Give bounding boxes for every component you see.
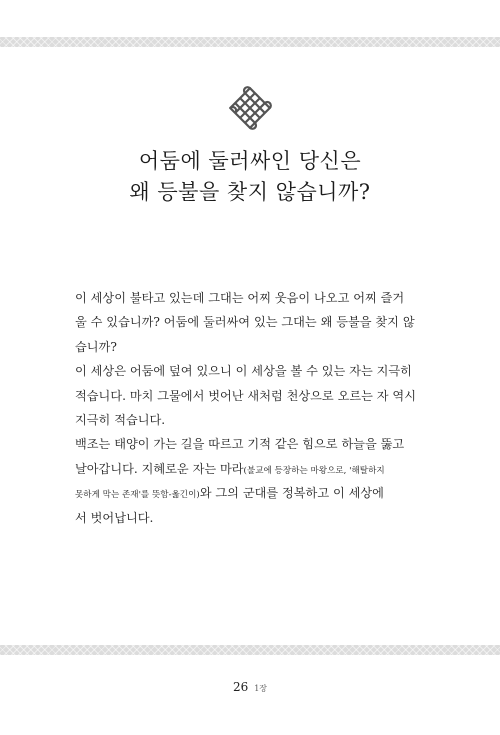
page-number: 26 [232, 680, 249, 694]
chapter-label: 1장 [254, 684, 268, 693]
bottom-decorative-band [0, 645, 500, 655]
body-line: 이 세상이 불타고 있는데 그대는 어찌 웃음이 나오고 어찌 즐거 [75, 291, 405, 305]
page-footer [0, 676, 500, 695]
body-line: 지극히 적습니다. [75, 412, 166, 427]
translator-note: (불교에 등장하는 마왕으로, '해탈하지 [243, 465, 385, 476]
body-text-segment: 와 그의 군대를 정복하고 이 세상에 [199, 486, 384, 501]
chapter-title [0, 146, 500, 208]
body-paragraphs [75, 286, 427, 530]
body-line: 이 세상은 어둠에 덮여 있으니 이 세상을 볼 수 있는 자는 지극히 [75, 364, 412, 379]
title-line-2: 왜 등불을 찾지 않습니까? [129, 180, 371, 204]
body-line: 습니까? [75, 339, 117, 354]
translator-note: 못하게 막는 존재'를 뜻함-옮긴이) [75, 490, 200, 501]
body-line: 울 수 있습니까? 어둠에 둘러싸여 있는 그대는 왜 등불을 찾지 않 [75, 315, 415, 330]
title-line-1: 어둠에 둘러싸인 당신은 [138, 149, 362, 173]
body-line: 적습니다. 마치 그물에서 벗어난 새처럼 천상으로 오르는 자 역시 [75, 388, 416, 403]
top-decorative-band [0, 37, 500, 47]
body-line: 서 벗어납니다. [75, 510, 154, 525]
body-line [75, 481, 427, 505]
body-line [75, 457, 427, 481]
endless-knot-icon [224, 82, 276, 134]
body-text-segment: 날아갑니다. 지혜로운 자는 마라 [75, 461, 244, 476]
body-line: 백조는 태양이 가는 길을 따르고 기적 같은 힘으로 하늘을 뚫고 [75, 437, 405, 452]
